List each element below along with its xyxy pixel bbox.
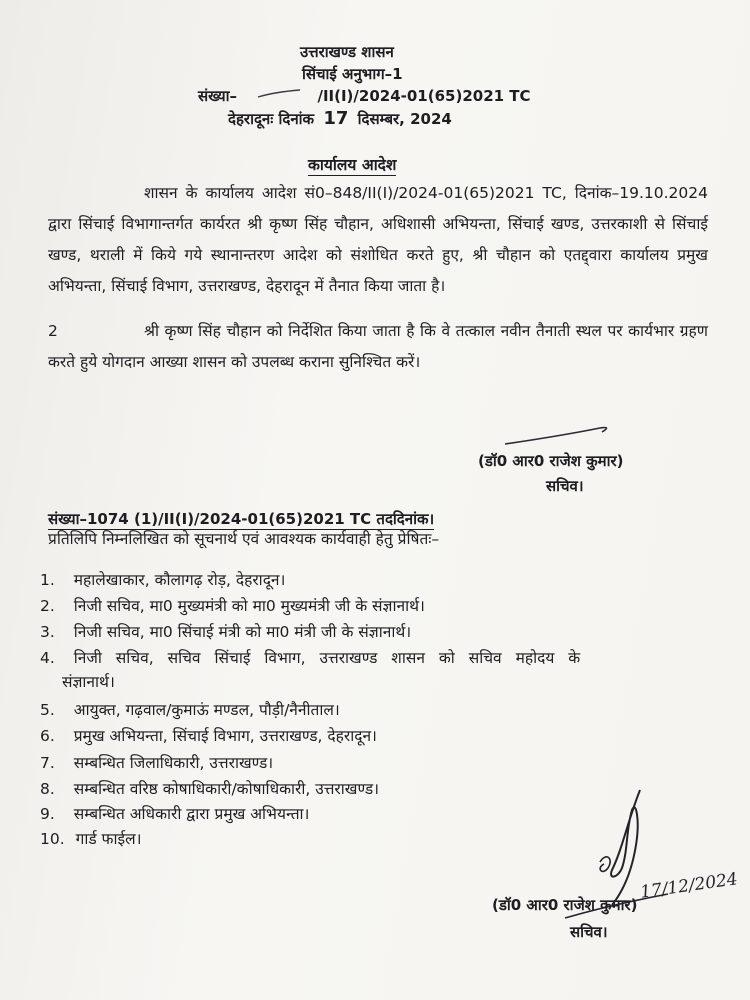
- list-text: आयुक्त, गढ़वाल/कुमाऊं मण्डल, पौड़ी/नैनीताल।: [73, 701, 340, 719]
- list-num: 7.: [40, 754, 55, 772]
- signatory-name-2: (डॉ0 आर0 राजेश कुमार): [492, 896, 638, 914]
- handwritten-date: 17/12/2024: [639, 869, 739, 903]
- signature-2-scribble: [600, 857, 610, 872]
- order-paragraph-1: शासन के कार्यालय आदेश सं0–848/II(I)/2024-01(65)2021 TC, दिनांक–19.10.2024 द्वारा सिंचाई विभागान्तर्गत कार्यरत श्री कृष्ण सिंह चौहान, अधिशासी अभियन्ता, सिंचाई खण्ड, उत्तरकाशी से सिंचाई खण्ड, थराली में किये गये स्थानान्तरण आदेश को संशोधित करते हुए, श्री चौहान को एतद्द्वारा कार्यालय प्रमुख अभियन्ता, सिंचाई विभाग, उत्तराखण्ड, देहरादून में तैनात किया जाता है।: [48, 184, 708, 295]
- list-text: निजी सचिव, मा0 मुख्यमंत्री को मा0 मुख्यमंत्री जी के संज्ञानार्थ।: [73, 597, 425, 615]
- list-text: सम्बन्धित अधिकारी द्वारा प्रमुख अभियन्ता।: [73, 805, 310, 823]
- list-text: महालेखाकार, कौलागढ़ रोड़, देहरादून।: [73, 571, 286, 589]
- list-num: 6.: [40, 727, 55, 745]
- signatory-designation-2: सचिव।: [570, 923, 608, 941]
- list-item-continuation: संज्ञानार्थ।: [62, 673, 115, 691]
- list-text: प्रमुख अभियन्ता, सिंचाई विभाग, उत्तराखण्ड, देहरादून।: [73, 727, 377, 745]
- signatory-designation-1: सचिव।: [546, 477, 584, 495]
- list-num: 4.: [40, 649, 55, 667]
- number-value: /II(I)/2024-01(65)2021 TC: [317, 87, 531, 105]
- list-text: सम्बन्धित वरिष्ठ कोषाधिकारी/कोषाधिकारी, उत्तराखण्ड।: [73, 780, 379, 798]
- list-num: 10.: [40, 830, 65, 848]
- list-num: 8.: [40, 780, 55, 798]
- header-govt: उत्तराखण्ड शासन: [300, 43, 394, 61]
- list-num: 9.: [40, 805, 55, 823]
- page-title: कार्यालय आदेश: [308, 153, 396, 176]
- paragraph-2-number: 2: [48, 322, 58, 340]
- date-rest: दिसम्बर, 2024: [357, 110, 452, 128]
- copy-intro: प्रतिलिपि निम्नलिखित को सूचनार्थ एवं आवश्यक कार्यवाही हेतु प्रेषितः–: [48, 530, 440, 548]
- list-num: 2.: [40, 597, 55, 615]
- list-num: 3.: [40, 623, 55, 641]
- list-num: 1.: [40, 571, 55, 589]
- list-text: गार्ड फाईल।: [75, 830, 142, 848]
- date-label: देहरादूनः दिनांक: [228, 110, 315, 128]
- signature-2-stroke: [611, 790, 640, 905]
- list-num: 5.: [40, 701, 55, 719]
- header-section: सिंचाई अनुभाग–1: [302, 65, 403, 83]
- copy-reference: संख्या–1074 (1)/II(I)/2024-01(65)2021 TC तददिनांक।: [48, 510, 435, 528]
- list-text: निजी सचिव, मा0 सिंचाई मंत्री को मा0 मंत्री जी के संज्ञानार्थ।: [73, 623, 412, 641]
- number-blank-stroke: [258, 90, 300, 97]
- list-text: निजी सचिव, सचिव सिंचाई विभाग, उत्तराखण्ड शासन को सचिव महोदय के: [73, 649, 581, 667]
- list-text: सम्बन्धित जिलाधिकारी, उत्तराखण्ड।: [73, 754, 274, 772]
- signature-1-stroke: [505, 428, 607, 445]
- number-label: संख्या–: [198, 87, 238, 105]
- order-paragraph-2: श्री कृष्ण सिंह चौहान को निर्देशित किया जाता है कि वे तत्काल नवीन तैनाती स्थल पर कार्यभार ग्रहण करते हुये योगदान आख्या शासन को उपलब्ध कराना सुनिश्चित करें।: [48, 322, 708, 371]
- date-day: 17: [323, 108, 349, 129]
- signatory-name-1: (डॉ0 आर0 राजेश कुमार): [478, 452, 624, 470]
